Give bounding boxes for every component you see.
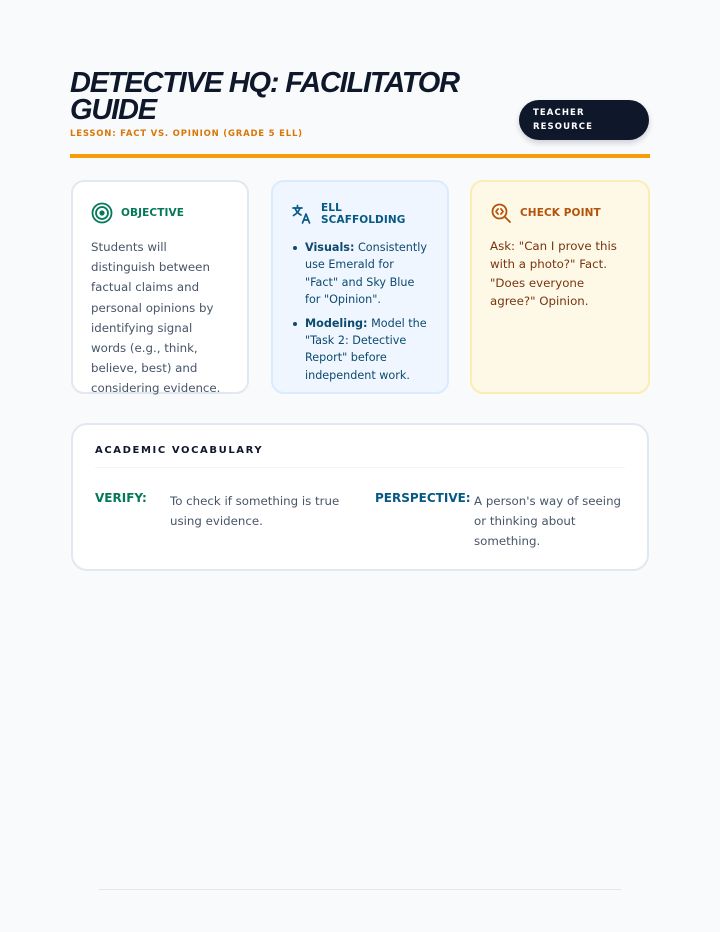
footer-divider — [99, 889, 621, 890]
translate-icon — [291, 203, 313, 225]
header-divider — [70, 154, 650, 158]
list-item — [291, 239, 429, 309]
objective-text: Students will distinguish between factual claims and personal opinions by identifying signal words (e.g., think, believe, best) and considering evidence. — [91, 240, 221, 396]
checkpoint-title: CHECK POINT — [520, 207, 601, 219]
item-label: Modeling: — [305, 316, 368, 330]
teacher-resource-badge: TEACHER RESOURCE — [519, 100, 649, 140]
vocabulary-panel — [71, 423, 649, 571]
vocabulary-title: ACADEMIC VOCABULARY — [95, 445, 625, 468]
lesson-subtitle: LESSON: FACT VS. OPINION (GRADE 5 ELL) — [70, 129, 303, 139]
ell-list — [291, 239, 429, 384]
vocab-term: PERSPECTIVE: — [375, 491, 471, 505]
list-item — [291, 315, 429, 385]
magnifier-icon — [490, 202, 512, 224]
checkpoint-text: Ask: "Can I prove this with a photo?" Fact. "Does everyone agree?" Opinion. — [490, 239, 617, 309]
target-icon — [91, 202, 113, 224]
objective-title: OBJECTIVE — [121, 207, 184, 219]
item-label: Visuals: — [305, 241, 355, 254]
objective-card — [71, 180, 249, 394]
ell-title: ELL SCAFFOLDING — [321, 202, 406, 226]
item-text: Model the "Task 2: Detective Report" before independent work. — [305, 316, 427, 382]
ell-scaffolding-card — [271, 180, 449, 394]
checkpoint-card — [470, 180, 650, 394]
page-title: DETECTIVE HQ: FACILITATOR GUIDE — [70, 67, 459, 126]
vocab-definition: To check if something is true using evidence. — [170, 494, 340, 528]
vocab-term: VERIFY: — [95, 491, 147, 505]
item-text: Consistently use Emerald for "Fact" and Sky Blue for "Opinion". — [305, 241, 427, 307]
vocab-definition: A person's way of seeing or thinking about something. — [474, 494, 622, 548]
